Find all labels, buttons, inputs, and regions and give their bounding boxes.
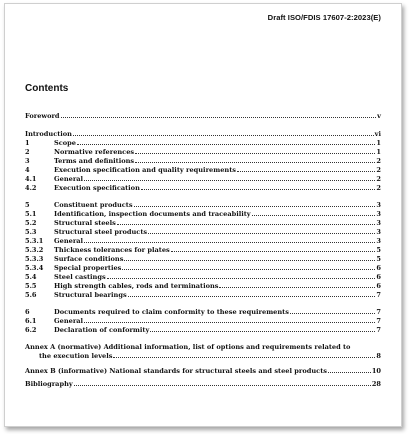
toc-entry-title: General (54, 175, 84, 183)
toc-entry-number: 6.2 (25, 326, 37, 334)
toc-entry[interactable] (25, 166, 381, 174)
toc-leader (113, 357, 375, 358)
toc-entry-title: Thickness tolerances for plates (54, 246, 170, 254)
toc-entry-title: Steel castings (54, 273, 106, 281)
toc-leader (84, 242, 375, 243)
toc-entry-number: 5 (25, 201, 30, 209)
toc-leader (74, 385, 371, 386)
toc-leader (84, 180, 375, 181)
toc-entry-number: 5.4 (25, 273, 37, 281)
toc-entry-page: 1 (376, 148, 381, 156)
toc-entry[interactable] (25, 291, 381, 299)
toc-entry-page: 8 (376, 352, 381, 360)
toc-entry-page: 7 (376, 308, 381, 316)
toc-entry-page: v (377, 112, 381, 120)
toc-entry-title: Declaration of conformity (54, 326, 150, 334)
toc-entry-page: vi (374, 130, 381, 138)
toc-entry-title: Special properties (54, 264, 122, 272)
toc-entry-introduction[interactable] (25, 130, 381, 138)
toc-entry-title: Normative references (54, 148, 135, 156)
toc-entry-page: 3 (376, 237, 381, 245)
toc-entry[interactable] (25, 273, 381, 281)
toc-entry-number: 6.1 (25, 317, 37, 325)
toc-entry-page: 6 (376, 264, 381, 272)
toc-leader (252, 215, 376, 216)
toc-entry-number: 5.3.1 (25, 237, 44, 245)
toc-entry-page: 7 (376, 317, 381, 325)
toc-entry[interactable] (25, 201, 381, 209)
toc-entry-page: 28 (371, 380, 381, 388)
toc-entry-number: 5.6 (25, 291, 37, 299)
toc-entry-page: 6 (376, 273, 381, 281)
toc-entry-number: 5.3.4 (25, 264, 44, 272)
toc-leader (124, 260, 375, 261)
toc-leader (73, 135, 374, 136)
toc-entry-title: Annex B (informative) National standards for structural steels and steel products (25, 367, 327, 375)
toc-entry-foreword[interactable] (25, 112, 381, 120)
toc-entry[interactable] (25, 237, 381, 245)
toc-entry-page: 5 (376, 255, 381, 263)
toc-leader (107, 278, 376, 279)
toc-entry[interactable] (25, 184, 381, 192)
toc-entry-title: Constituent products (54, 201, 133, 209)
toc-entry-number: 4.2 (25, 184, 37, 192)
toc-entry[interactable] (25, 228, 381, 236)
toc-entry-title: Bibliography (25, 380, 73, 388)
toc-entry-annex-a[interactable] (25, 352, 381, 360)
toc-entry[interactable] (25, 264, 381, 272)
toc-entry-title: Documents required to claim conformity to these requirements (54, 308, 289, 316)
toc-entry[interactable] (25, 308, 381, 316)
toc-leader (135, 153, 375, 154)
toc-entry-page: 3 (376, 210, 381, 218)
toc-entry-title: Surface conditions (54, 255, 124, 263)
toc-entry[interactable] (25, 148, 381, 156)
toc-entry-number: 5.3 (25, 228, 37, 236)
toc-entry-number: 3 (25, 157, 30, 165)
toc-entry[interactable] (25, 255, 381, 263)
toc-entry[interactable] (25, 139, 381, 147)
toc-entry[interactable] (25, 317, 381, 325)
toc-entry-page: 2 (376, 184, 381, 192)
toc-entry-number: 1 (25, 139, 30, 147)
toc-entry-page: 1 (376, 139, 381, 147)
toc-entry-page: 3 (376, 228, 381, 236)
toc-leader (77, 144, 375, 145)
toc-entry-number: 4 (25, 166, 30, 174)
toc-leader (328, 372, 371, 373)
toc-entry-number: 5.1 (25, 210, 37, 218)
toc-entry[interactable] (25, 326, 381, 334)
document-header: Draft ISO/FDIS 17607-2:2023(E) (267, 13, 381, 22)
toc-entry-page: 3 (376, 201, 381, 209)
toc-leader (171, 251, 376, 252)
toc-entry-number: 5.3.2 (25, 246, 44, 254)
toc-entry-title: General (54, 237, 84, 245)
toc-entry[interactable] (25, 157, 381, 165)
toc-entry-title: Terms and definitions (54, 157, 135, 165)
toc-leader (134, 206, 376, 207)
toc-entry-title: High strength cables, rods and terminations (54, 282, 219, 290)
toc-entry-title: Identification, inspection documents and traceability (54, 210, 251, 218)
toc-entry-page: 2 (376, 157, 381, 165)
toc-leader (84, 322, 375, 323)
toc-entry-title: General (54, 317, 84, 325)
toc-entry-page: 2 (376, 166, 381, 174)
toc-entry[interactable] (25, 219, 381, 227)
contents-title: Contents (25, 83, 69, 94)
toc-entry-title: Foreword (25, 112, 60, 120)
toc-entry-title: Scope (54, 139, 76, 147)
toc-leader (122, 269, 375, 270)
toc-leader (135, 162, 375, 163)
document-page (4, 3, 402, 427)
toc-leader (148, 233, 375, 234)
toc-entry-number: 5.3.3 (25, 255, 44, 263)
toc-entry-number: 5.2 (25, 219, 37, 227)
toc-annex-a-line1[interactable]: Annex A (normative) Additional information, list of options and requirements related to (25, 343, 351, 351)
toc-entry[interactable] (25, 175, 381, 183)
toc-entry-annex-b[interactable] (25, 367, 381, 375)
toc-entry-page: 7 (376, 291, 381, 299)
toc-entry-title: Structural bearings (54, 291, 127, 299)
toc-leader (237, 171, 375, 172)
toc-entry-number: 4.1 (25, 175, 37, 183)
toc-entry-title: Execution specification and quality requirements (54, 166, 236, 174)
toc-leader (61, 117, 377, 118)
toc-entry-page: 6 (376, 282, 381, 290)
toc-entry-bibliography[interactable] (25, 380, 381, 388)
toc-entry-title: Introduction (25, 130, 72, 138)
toc-entry-page: 2 (376, 175, 381, 183)
toc-leader (290, 313, 375, 314)
toc-entry-title: Structural steel products (54, 228, 148, 236)
toc-leader (150, 331, 375, 332)
toc-leader (219, 287, 375, 288)
toc-entry[interactable] (25, 282, 381, 290)
toc-entry-title: the execution levels (39, 352, 113, 360)
toc-entry-number: 5.5 (25, 282, 37, 290)
toc-entry-title: Structural steels (54, 219, 116, 227)
toc-entry-page: 3 (376, 219, 381, 227)
toc-entry-number: 6 (25, 308, 30, 316)
toc-entry-page: 7 (376, 326, 381, 334)
toc-leader (141, 189, 376, 190)
toc-entry[interactable] (25, 246, 381, 254)
toc-entry[interactable] (25, 210, 381, 218)
toc-entry-number: 2 (25, 148, 30, 156)
toc-leader (117, 224, 376, 225)
toc-entry-page: 10 (371, 367, 381, 375)
toc-entry-page: 5 (376, 246, 381, 254)
toc-leader (128, 296, 376, 297)
toc-entry-title: Execution specification (54, 184, 140, 192)
